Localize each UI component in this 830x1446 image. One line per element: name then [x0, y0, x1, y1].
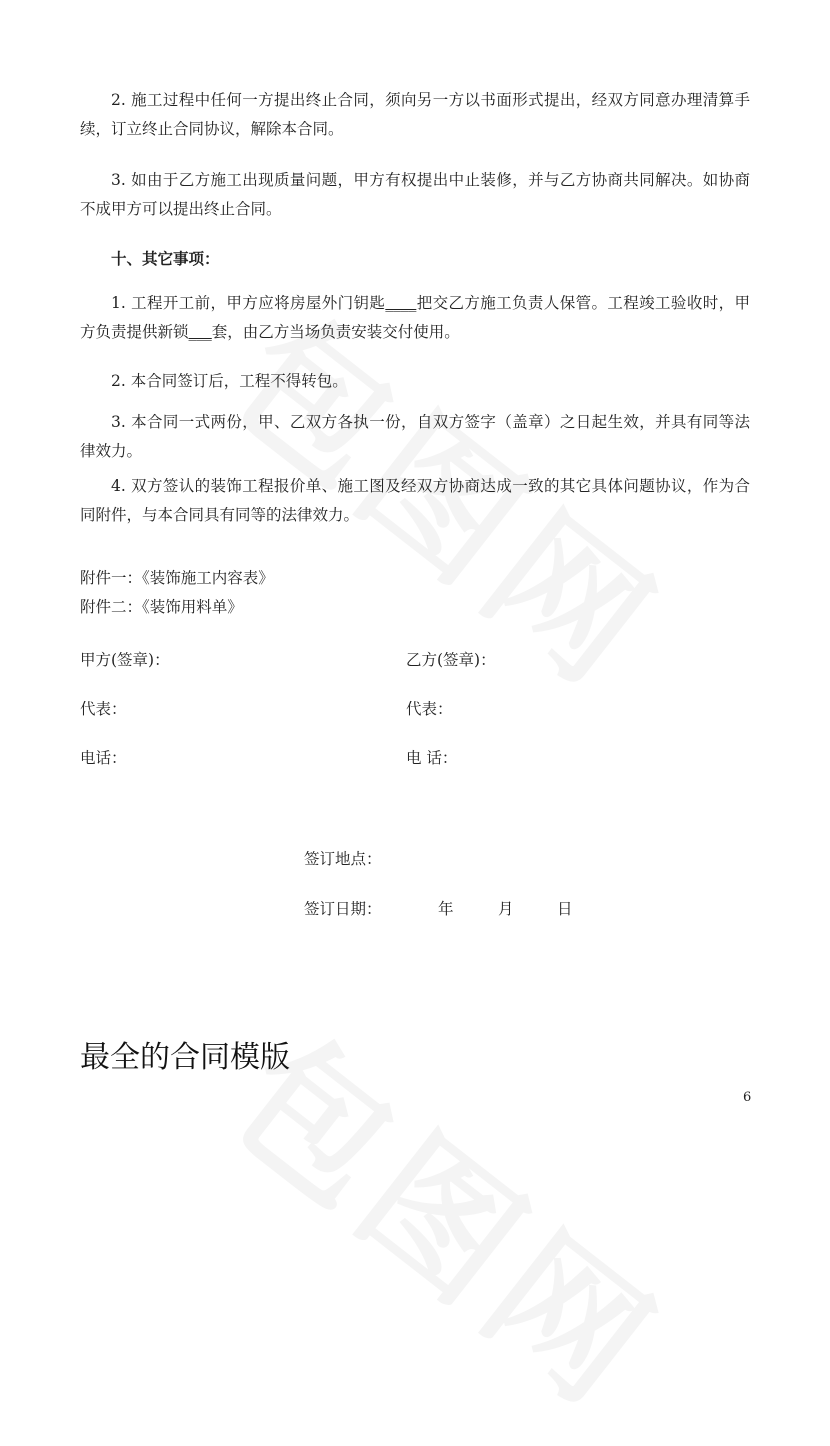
item1-text-c: 套，由乙方当场负责安装交付使用。	[211, 323, 460, 341]
footer-title: 最全的合同模版	[80, 1040, 290, 1075]
signing-date-label: 签订日期：	[304, 900, 382, 918]
signing-place-label: 签订地点：	[304, 850, 382, 868]
other-item-4: 4. 双方签认的装饰工程报价单、施工图及经双方协商达成一致的其它具体问题协议，作为合同附件，与本合同具有同等的法律效力。	[80, 477, 750, 524]
signing-year: 年	[438, 900, 454, 918]
lock-count-blank: ___	[188, 323, 212, 341]
party-a-rep: 代表：	[80, 700, 127, 718]
item1-text-a: 1. 工程开工前，甲方应将房屋外门钥匙	[111, 294, 386, 312]
party-b-rep: 代表：	[406, 700, 453, 718]
party-b-sign: 乙方(签章)：	[406, 651, 496, 669]
party-a-phone: 电话：	[80, 749, 127, 767]
clause-termination-3: 3. 如由于乙方施工出现质量问题，甲方有权提出中止装修，并与乙方协商共同解决。如协商不成甲方可以提出终止合同。	[80, 171, 750, 218]
key-count-blank: ____	[385, 294, 417, 312]
attachment-1: 附件一：《装饰施工内容表》	[80, 569, 274, 587]
page-number: 6	[743, 1090, 752, 1105]
signing-day: 日	[557, 900, 573, 918]
item1-text-b: 把交乙方施工负责人保管。工程竣工验收时，甲方负责提供新锁	[80, 294, 750, 341]
other-item-1	[80, 289, 750, 347]
party-b-phone: 电 话：	[406, 749, 458, 767]
attachment-2: 附件二：《装饰用料单》	[80, 598, 243, 616]
signing-month: 月	[498, 900, 514, 918]
clause-termination-2: 2. 施工过程中任何一方提出终止合同，须向另一方以书面形式提出，经双方同意办理清算手续，订立终止合同协议，解除本合同。	[80, 91, 750, 138]
section-ten-title: 十、其它事项：	[111, 249, 220, 268]
other-item-3: 3. 本合同一式两份，甲、乙双方各执一份，自双方签字（盖章）之日起生效，并具有同等法律效力。	[80, 413, 750, 460]
party-a-sign: 甲方(签章)：	[80, 651, 170, 669]
other-item-2: 2. 本合同签订后，工程不得转包。	[111, 372, 348, 390]
